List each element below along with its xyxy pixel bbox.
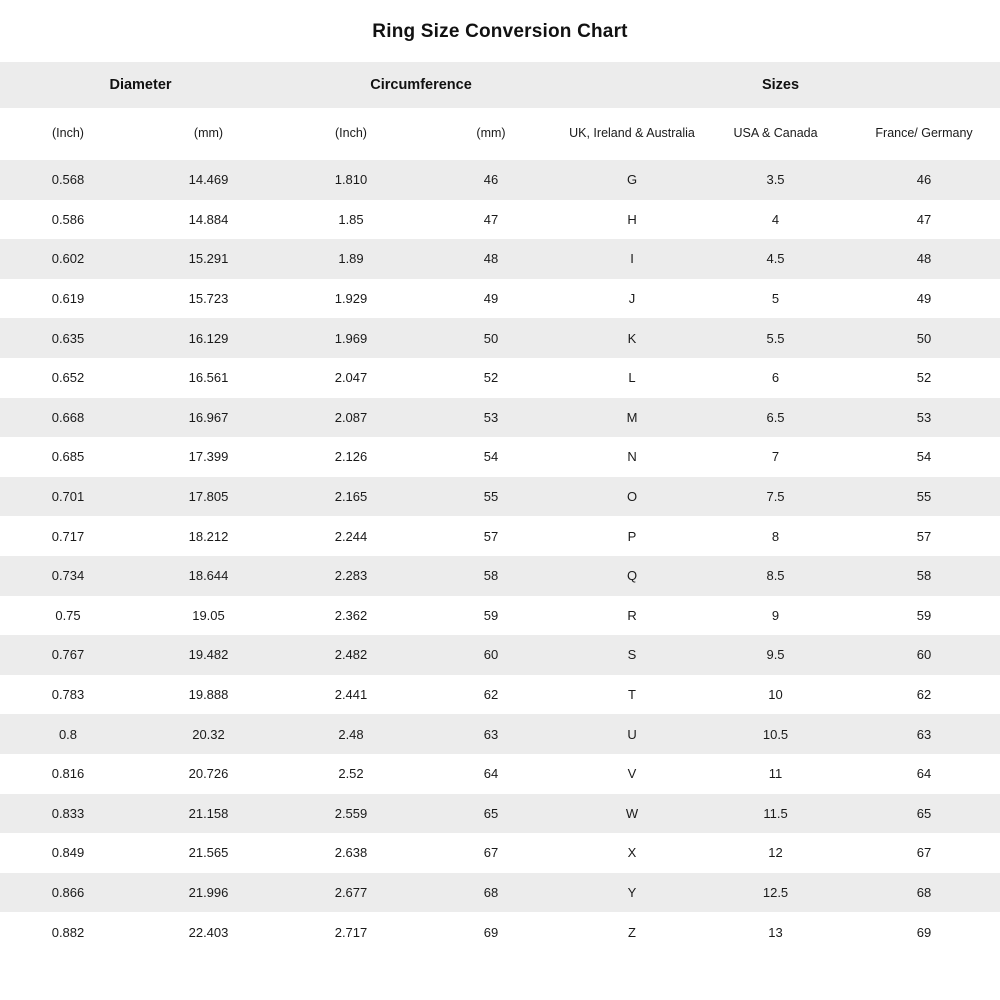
- table-cell: 0.602: [0, 239, 136, 279]
- table-cell: 1.810: [281, 160, 421, 200]
- table-cell: H: [561, 200, 703, 240]
- table-cell: 2.482: [281, 635, 421, 675]
- table-cell: 6: [703, 358, 848, 398]
- table-row: [0, 714, 1000, 754]
- table-cell: 68: [848, 873, 1000, 913]
- table-cell: 19.888: [136, 675, 281, 715]
- table-cell: 50: [421, 318, 561, 358]
- table-cell: 7.5: [703, 477, 848, 517]
- table-cell: U: [561, 714, 703, 754]
- table-cell: 50: [848, 318, 1000, 358]
- table-cell: 0.849: [0, 833, 136, 873]
- table-cell: S: [561, 635, 703, 675]
- table-cell: 0.668: [0, 398, 136, 438]
- table-cell: X: [561, 833, 703, 873]
- table-cell: 10: [703, 675, 848, 715]
- table-cell: 4: [703, 200, 848, 240]
- table-cell: M: [561, 398, 703, 438]
- table-cell: 65: [848, 794, 1000, 834]
- table-row: [0, 596, 1000, 636]
- table-cell: 53: [421, 398, 561, 438]
- table-cell: 2.244: [281, 516, 421, 556]
- sub-header-france-germany: France/ Germany: [848, 108, 1000, 160]
- table-cell: 0.619: [0, 279, 136, 319]
- table-cell: 2.087: [281, 398, 421, 438]
- table-cell: 2.126: [281, 437, 421, 477]
- sub-header-circumference-inch: (Inch): [281, 108, 421, 160]
- table-cell: 2.047: [281, 358, 421, 398]
- table-cell: 19.482: [136, 635, 281, 675]
- table-cell: 67: [421, 833, 561, 873]
- table-cell: 19.05: [136, 596, 281, 636]
- sub-header-uk-ireland-australia: UK, Ireland & Australia: [561, 108, 703, 160]
- table-row: [0, 794, 1000, 834]
- table-cell: 47: [848, 200, 1000, 240]
- table-row: [0, 398, 1000, 438]
- table-cell: 14.469: [136, 160, 281, 200]
- table-row: [0, 239, 1000, 279]
- sub-header-row: [0, 108, 1000, 160]
- table-cell: 48: [848, 239, 1000, 279]
- table-cell: 18.212: [136, 516, 281, 556]
- table-cell: 0.816: [0, 754, 136, 794]
- table-row: [0, 556, 1000, 596]
- page-title: Ring Size Conversion Chart: [372, 21, 628, 42]
- table-row: [0, 912, 1000, 952]
- table-cell: 2.677: [281, 873, 421, 913]
- table-cell: I: [561, 239, 703, 279]
- table-cell: 57: [848, 516, 1000, 556]
- table-cell: 59: [848, 596, 1000, 636]
- table-cell: 64: [848, 754, 1000, 794]
- group-header-sizes: Sizes: [561, 62, 1000, 108]
- table-cell: 0.8: [0, 714, 136, 754]
- table-row: [0, 833, 1000, 873]
- table-cell: 60: [848, 635, 1000, 675]
- table-cell: 11.5: [703, 794, 848, 834]
- table-cell: 22.403: [136, 912, 281, 952]
- table-cell: 1.89: [281, 239, 421, 279]
- table-cell: 58: [848, 556, 1000, 596]
- table-cell: 46: [848, 160, 1000, 200]
- table-cell: 1.929: [281, 279, 421, 319]
- table-cell: 3.5: [703, 160, 848, 200]
- table-cell: 4.5: [703, 239, 848, 279]
- table-cell: 16.967: [136, 398, 281, 438]
- table-cell: 17.805: [136, 477, 281, 517]
- table-cell: 54: [848, 437, 1000, 477]
- table-cell: 0.685: [0, 437, 136, 477]
- table-cell: 17.399: [136, 437, 281, 477]
- table-cell: 1.85: [281, 200, 421, 240]
- table-cell: 2.441: [281, 675, 421, 715]
- table-cell: 64: [421, 754, 561, 794]
- table-cell: 46: [421, 160, 561, 200]
- table-cell: 69: [848, 912, 1000, 952]
- table-cell: 0.767: [0, 635, 136, 675]
- table-cell: 8.5: [703, 556, 848, 596]
- table-cell: 10.5: [703, 714, 848, 754]
- table-cell: 18.644: [136, 556, 281, 596]
- table-row: [0, 318, 1000, 358]
- sub-header-diameter-inch: (Inch): [0, 108, 136, 160]
- table-cell: 9.5: [703, 635, 848, 675]
- table-cell: 0.717: [0, 516, 136, 556]
- table-cell: 69: [421, 912, 561, 952]
- table-cell: 49: [421, 279, 561, 319]
- table-cell: 68: [421, 873, 561, 913]
- table-cell: 60: [421, 635, 561, 675]
- table-row: [0, 200, 1000, 240]
- table-row: [0, 477, 1000, 517]
- group-header-diameter: Diameter: [0, 62, 281, 108]
- table-cell: 2.638: [281, 833, 421, 873]
- table-cell: 5.5: [703, 318, 848, 358]
- table-cell: 9: [703, 596, 848, 636]
- table-cell: 0.586: [0, 200, 136, 240]
- table-cell: 12.5: [703, 873, 848, 913]
- table-cell: Q: [561, 556, 703, 596]
- table-cell: 21.565: [136, 833, 281, 873]
- table-cell: 55: [848, 477, 1000, 517]
- table-cell: 0.882: [0, 912, 136, 952]
- table-row: [0, 437, 1000, 477]
- table-cell: 55: [421, 477, 561, 517]
- table-cell: 11: [703, 754, 848, 794]
- table-cell: 0.652: [0, 358, 136, 398]
- sub-header-circumference-mm: (mm): [421, 108, 561, 160]
- table-row: [0, 635, 1000, 675]
- sub-header-usa-canada: USA & Canada: [703, 108, 848, 160]
- table-cell: 52: [421, 358, 561, 398]
- table-cell: 0.833: [0, 794, 136, 834]
- table-row: [0, 873, 1000, 913]
- table-cell: 2.165: [281, 477, 421, 517]
- table-cell: 52: [848, 358, 1000, 398]
- table-cell: 59: [421, 596, 561, 636]
- table-cell: 0.568: [0, 160, 136, 200]
- table-cell: 54: [421, 437, 561, 477]
- table-cell: 15.291: [136, 239, 281, 279]
- table-row: [0, 160, 1000, 200]
- sub-header-diameter-mm: (mm): [136, 108, 281, 160]
- table-cell: 58: [421, 556, 561, 596]
- table-row: [0, 358, 1000, 398]
- table-cell: 2.717: [281, 912, 421, 952]
- table-cell: 2.283: [281, 556, 421, 596]
- table-cell: 57: [421, 516, 561, 556]
- table-row: [0, 279, 1000, 319]
- table-cell: W: [561, 794, 703, 834]
- table-cell: K: [561, 318, 703, 358]
- table-cell: 2.48: [281, 714, 421, 754]
- table-cell: 6.5: [703, 398, 848, 438]
- table-cell: V: [561, 754, 703, 794]
- table-cell: 7: [703, 437, 848, 477]
- table-cell: 49: [848, 279, 1000, 319]
- table-cell: 67: [848, 833, 1000, 873]
- table-cell: N: [561, 437, 703, 477]
- table-cell: 15.723: [136, 279, 281, 319]
- table-cell: 2.52: [281, 754, 421, 794]
- table-row: [0, 516, 1000, 556]
- table-cell: 14.884: [136, 200, 281, 240]
- table-cell: G: [561, 160, 703, 200]
- table-body: [0, 160, 1000, 952]
- table-cell: 0.734: [0, 556, 136, 596]
- table-cell: 48: [421, 239, 561, 279]
- table-row: [0, 675, 1000, 715]
- table-cell: R: [561, 596, 703, 636]
- table-cell: J: [561, 279, 703, 319]
- table-cell: 20.32: [136, 714, 281, 754]
- table-cell: 21.158: [136, 794, 281, 834]
- group-header-circumference: Circumference: [281, 62, 561, 108]
- table-cell: 1.969: [281, 318, 421, 358]
- table-cell: 0.701: [0, 477, 136, 517]
- table-cell: 2.362: [281, 596, 421, 636]
- table-cell: P: [561, 516, 703, 556]
- table-cell: 16.561: [136, 358, 281, 398]
- table-cell: 21.996: [136, 873, 281, 913]
- table-cell: 20.726: [136, 754, 281, 794]
- table-cell: 47: [421, 200, 561, 240]
- table-cell: O: [561, 477, 703, 517]
- table-cell: 65: [421, 794, 561, 834]
- table-row: [0, 754, 1000, 794]
- ring-size-conversion-table: [0, 62, 1000, 952]
- table-cell: 63: [848, 714, 1000, 754]
- table-cell: 53: [848, 398, 1000, 438]
- table-head: [0, 62, 1000, 160]
- table-cell: 0.866: [0, 873, 136, 913]
- table-cell: 12: [703, 833, 848, 873]
- table-cell: 0.635: [0, 318, 136, 358]
- table-cell: T: [561, 675, 703, 715]
- table-cell: Z: [561, 912, 703, 952]
- table-cell: 0.783: [0, 675, 136, 715]
- table-cell: Y: [561, 873, 703, 913]
- table-cell: 16.129: [136, 318, 281, 358]
- table-cell: 5: [703, 279, 848, 319]
- table-cell: 13: [703, 912, 848, 952]
- table-cell: 62: [848, 675, 1000, 715]
- table-cell: 8: [703, 516, 848, 556]
- table-cell: 62: [421, 675, 561, 715]
- table-cell: L: [561, 358, 703, 398]
- table-cell: 0.75: [0, 596, 136, 636]
- table-cell: 2.559: [281, 794, 421, 834]
- table-cell: 63: [421, 714, 561, 754]
- group-header-row: [0, 62, 1000, 108]
